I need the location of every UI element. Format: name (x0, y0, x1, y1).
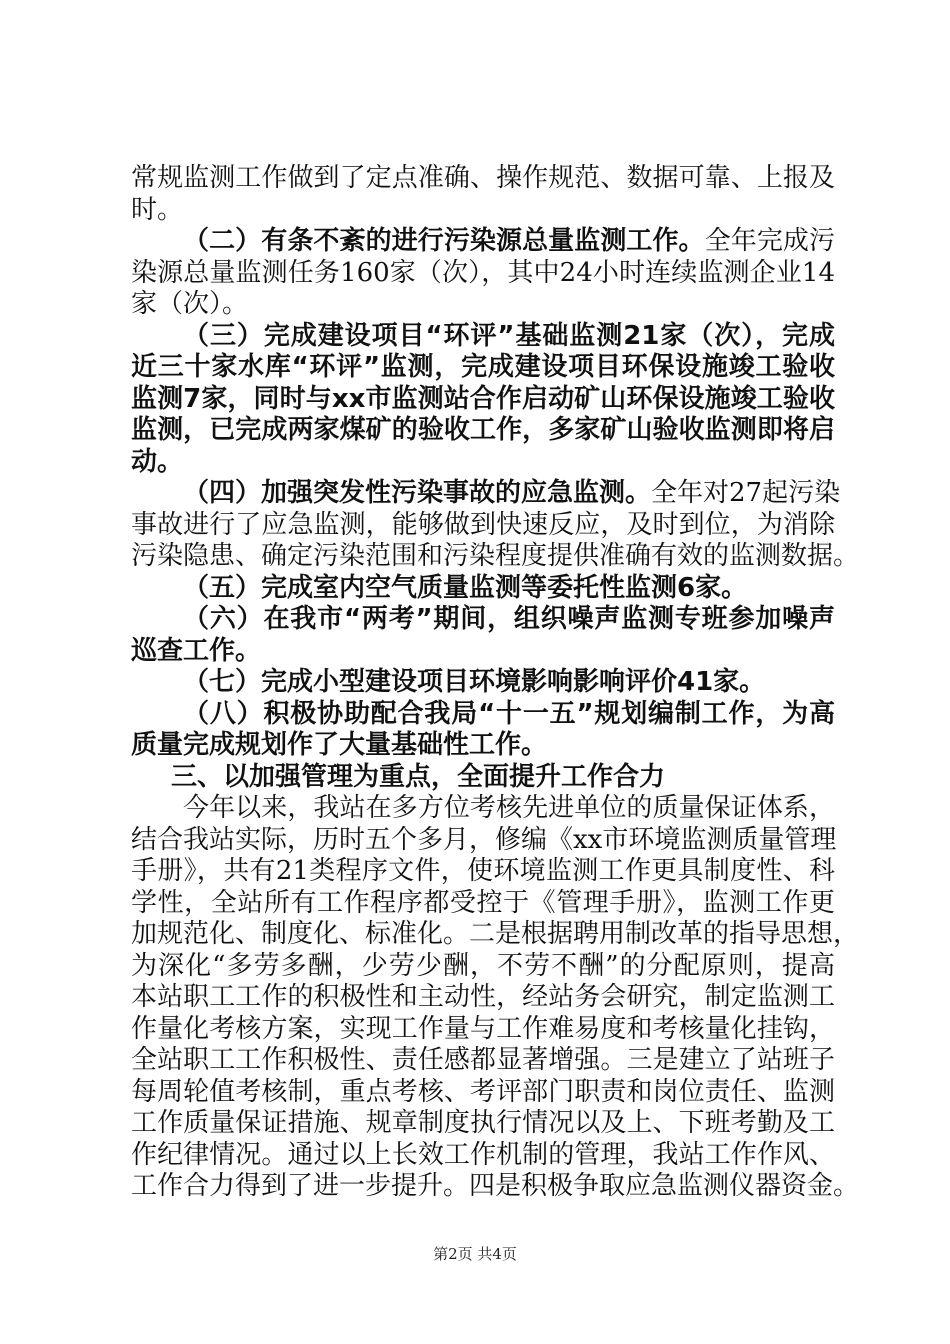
text-line: 近三十家水库“环评”监测，完成建设项目环保设施竣工验收 (131, 352, 835, 382)
text-line: 时。 (131, 194, 184, 225)
paragraph-two (131, 226, 835, 258)
text-line: 事故进行了应急监测，能够做到快速反应，及时到位，为消除 (131, 509, 835, 540)
text-line: 动。 (131, 446, 184, 477)
item-heading: （四）加强突发性污染事故的应急监测。 (183, 478, 652, 508)
item-text: 全年完成污 (704, 226, 835, 256)
text-line: （七）完成小型建设项目环境影响影响评价41家。 (183, 667, 766, 697)
text-line: 加规范化、制度化、标准化。二是根据聘用制改革的指导思想， (131, 919, 860, 949)
document-body (131, 163, 860, 1203)
text-line: 质量完成规划作了大量基础性工作。 (131, 730, 548, 760)
item-text: 全年对27起污染 (651, 478, 841, 508)
text-line: 每周轮值考核制，重点考核、考评部门职责和岗位责任、监测 (131, 1076, 835, 1107)
text-line: 今年以来，我站在多方位考核先进单位的质量保证体系， (183, 793, 835, 823)
text-line: 常规监测工作做到了定点准确、操作规范、数据可靠、上报及 (131, 163, 835, 193)
text-line: 染源总量监测任务160家（次），其中24小时连续监测企业14 (131, 257, 835, 288)
section-heading: 三、以加强管理为重点，全面提升工作合力 (171, 761, 666, 792)
page-footer: 第2页 共4页 (433, 1245, 517, 1263)
item-heading: （二）有条不紊的进行污染源总量监测工作。 (183, 226, 705, 256)
text-line: 家（次）。 (131, 289, 249, 319)
text-line: 工作合力得到了进一步提升。四是积极争取应急监测仪器资金。 (131, 1171, 860, 1201)
text-line: 监测7家，同时与xx市监测站合作启动矿山环保设施竣工验收 (131, 383, 835, 414)
paragraph-four (131, 478, 841, 510)
text-line: 污染隐患、确定污染范围和污染程度提供准确有效的监测数据。 (131, 541, 860, 571)
text-line: 作纪律情况。通过以上长效工作机制的管理，我站工作作风、 (131, 1139, 835, 1170)
text-line: 学性，全站所有工作程序都受控于《管理手册》，监测工作更 (131, 887, 835, 918)
text-line: 为深化“多劳多酬，少劳少酬，不劳不酬”的分配原则，提高 (131, 950, 835, 981)
text-line: 结合我站实际，历时五个多月，修编《xx市环境监测质量管理 (131, 824, 837, 855)
text-line: （五）完成室内空气质量监测等委托性监测6家。 (183, 572, 748, 603)
text-line: 手册》，共有21类程序文件，使环境监测工作更具制度性、科 (131, 856, 835, 886)
text-line: 工作质量保证措施、规章制度执行情况以及上、下班考勤及工 (131, 1108, 835, 1138)
text-line: 全站职工工作积极性、责任感都显著增强。三是建立了站班子 (131, 1045, 835, 1075)
text-line: （三）完成建设项目“环评”基础监测21家（次），完成 (183, 320, 835, 351)
text-line: 作量化考核方案，实现工作量与工作难易度和考核量化挂钩， (131, 1013, 835, 1044)
text-line: （六）在我市“两考”期间，组织噪声监测专班参加噪声 (183, 604, 835, 634)
text-line: 本站职工工作的积极性和主动性，经站务会研究，制定监测工 (131, 982, 835, 1012)
text-line: 巡查工作。 (131, 635, 262, 666)
text-line: （八）积极协助配合我局“十一五”规划编制工作，为高 (183, 698, 835, 729)
text-line: 监测，已完成两家煤矿的验收工作，多家矿山验收监测即将启 (131, 415, 835, 445)
